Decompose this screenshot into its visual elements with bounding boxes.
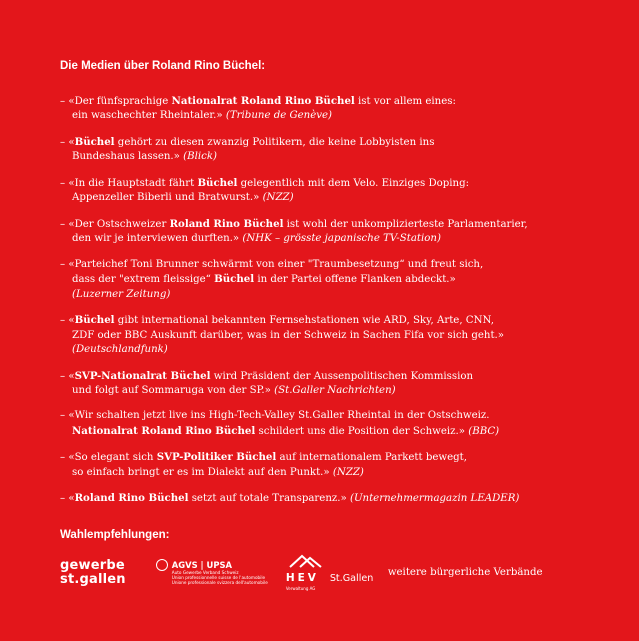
flyer-page [60,60,600,593]
quote-source: (Luzerner Zeitung) [72,288,171,300]
quote-text: – «Der fünfsprachige [60,96,172,107]
quote-item [60,450,600,480]
quote-text: – «Parteichef Toni Brunner schwärmt von einer "Traumbesetzung“ und freut sich, [60,258,484,270]
more-associations-text: weitere bürgerliche Verbände [387,567,543,579]
quote-bold-name: Büchel [197,176,238,189]
quote-source: (BBC) [468,425,500,437]
quote-line [60,369,600,384]
quote-text: setzt auf totale Transparenz.» [188,493,350,505]
agvs-upsa-logo [156,560,268,586]
quote-line [60,450,600,465]
quote-text: – « [60,136,75,148]
quote-text: auf internationalem Parkett bewegt, [276,452,468,464]
agvs-circle-icon [156,559,168,571]
hev-logo-sub: Verwaltung AG [285,585,316,591]
quote-text: ist vor allem eines: [354,96,456,107]
quote-item [60,491,600,506]
quote-text: dass der "extrem fleissige“ [72,274,215,286]
quote-line [60,288,600,302]
page-title: Die Medien über Roland Rino Büchel: [60,60,266,72]
agvs-logo-title: AGVS | UPSA [171,559,232,570]
quote-line [60,329,600,343]
quote-text: den wir je interviewen durften.» [72,233,243,245]
quote-line [60,272,600,287]
quote-text: – «So elegant sich [60,452,157,464]
quote-source: (Unternehmermagazin LEADER) [349,493,520,505]
quote-text: ZDF oder BBC Auskunft darüber, was in der Schweiz in Sachen Fifa vor sich geht.» [72,329,505,341]
hev-stgallen-logo [286,553,376,593]
quote-line [60,343,600,357]
quote-line [60,94,600,109]
recommendations-title: Wahlempfehlungen: [60,528,170,541]
quote-item [60,369,600,399]
quote-text: ein waschechter Rheintaler.» [72,110,226,122]
quote-source: (St.Galler Nachrichten) [274,384,396,396]
quote-line [60,150,600,164]
quote-line [60,491,600,506]
quote-bold-name: Büchel [74,314,115,327]
quote-text: und folgt auf Sommaruga von der SP.» [72,384,275,396]
media-quotes-list [60,94,600,507]
quote-bold-name: Büchel [214,273,255,286]
quote-line [60,313,600,328]
quote-text: Appenzeller Biberli und Bratwurst.» [72,192,263,204]
agvs-logo-sub3: Unione professionale svizzera dell'automobile [171,580,268,586]
quote-text: gibt international bekannten Fernsehstationen wie ARD, Sky, Arte, CNN, [114,315,495,327]
quote-text: – «In die Hauptstadt fährt [60,177,198,189]
quote-line [60,176,600,191]
quote-item [60,135,600,165]
quote-text: ist wohl der unkomplizierteste Parlamentarier, [283,218,528,230]
quote-item [60,409,600,439]
quote-source: (Deutschlandfunk) [72,343,168,355]
quote-bold-name: Roland Rino Büchel [169,217,284,230]
quote-bold-name: SVP-Politiker Büchel [156,451,277,464]
quote-line [60,232,600,246]
quote-item [60,94,600,124]
quote-item [60,313,600,357]
quote-line [60,466,600,480]
quote-line [60,135,600,150]
quote-item [60,258,600,302]
quote-line [60,109,600,123]
quote-source: (Blick) [183,151,217,163]
quote-item [60,176,600,206]
quote-text: – «Wir schalten jetzt live ins High-Tech-Valley St.Galler Rheintal in der Ostschweiz. [60,410,490,422]
quote-item [60,217,600,247]
house-roof-icon [288,553,324,571]
quote-text: – « [60,493,75,505]
gewerbe-logo-line2: st.gallen [60,571,126,587]
endorsement-logos [60,553,600,593]
quote-line [60,384,600,398]
quote-text: wird Präsident der Aussenpolitischen Kommission [210,370,474,382]
quote-bold-name: SVP-Nationalrat Büchel [74,369,211,382]
agvs-logo-sub1: Auto Gewerbe Verband Schweiz [171,569,239,575]
gewerbe-logo-line1: gewerbe [60,557,125,573]
quote-text: gehört zu diesen zwanzig Politikern, die keine Lobbyisten ins [114,136,435,148]
quote-bold-name: Roland Rino Büchel [74,492,189,505]
quote-line [60,409,600,423]
quote-line [60,191,600,205]
quote-bold-name: Nationalrat Roland Rino Büchel [171,95,355,107]
quote-text: in der Partei offene Flanken abdeckt.» [254,274,456,286]
quote-line [60,258,600,272]
hev-logo-word: HEV [285,571,319,584]
quote-text: so einfach bringt er es im Dialekt auf den Punkt.» [72,466,333,478]
quote-bold-name: Büchel [74,135,115,148]
agvs-logo-sub2: Union professionnelle suisse de l'automobile [171,575,266,581]
quote-source: (NHK – grösste japanische TV-Station) [242,233,441,245]
quote-text: Bundeshaus lassen.» [72,151,184,163]
quote-text: gelegentlich mit dem Velo. Einziges Doping: [237,177,470,189]
quote-bold-name: Nationalrat Roland Rino Büchel [72,424,256,437]
hev-logo-city: St.Gallen [329,572,374,584]
quote-line [60,424,600,439]
quote-source: (NZZ) [262,192,294,204]
gewerbe-stgallen-logo [60,559,126,587]
quote-text: – «Der Ostschweizer [60,218,170,230]
quote-text: schildert uns die Position der Schweiz.» [255,425,469,437]
quote-source: (NZZ) [332,466,364,478]
quote-text: – « [60,370,75,382]
quote-source: (Tribune de Genève) [225,110,333,122]
quote-text: – « [60,315,75,327]
quote-line [60,217,600,232]
